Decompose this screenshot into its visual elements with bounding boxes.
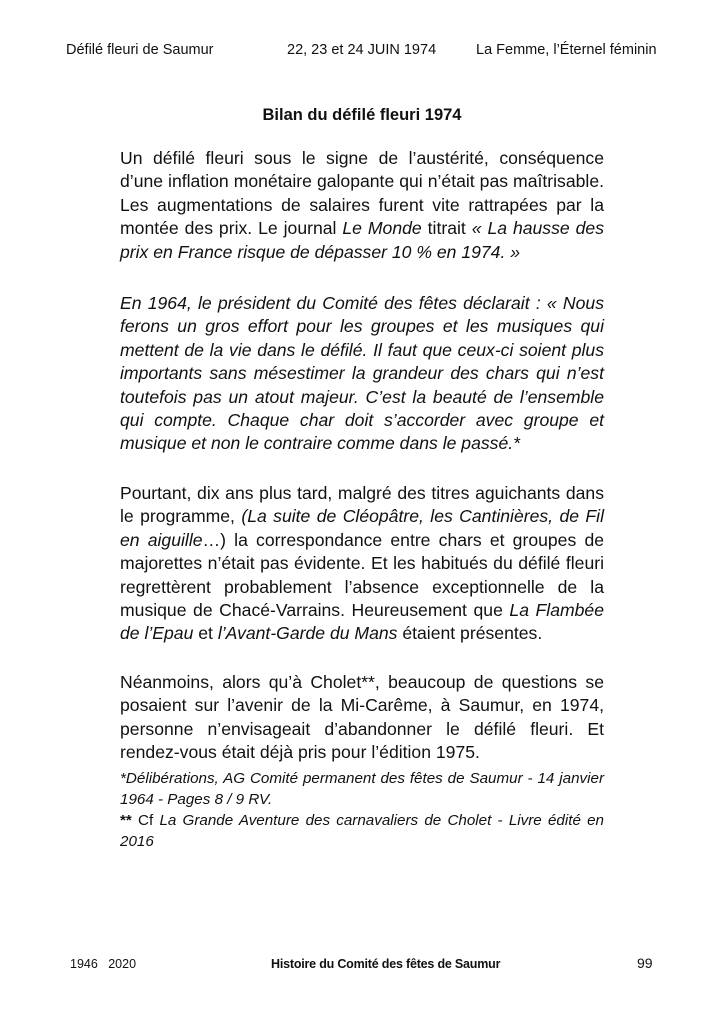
paragraph-3-band-2: l’Avant-Garde du Mans (217, 623, 398, 644)
running-header-left: Défilé fleuri de Saumur (66, 42, 214, 58)
paragraph-1-text: Un défilé fleuri sous le signe de l’austérité, conséquence d’une inflation monétaire galopante qui n’était pas maîtrisable. Les augmentations de salaires furent vite rattrapées par la montée des prix. Le journal (120, 148, 604, 239)
footnote-2 (120, 810, 604, 852)
paragraph-3-text-3: et (193, 623, 218, 644)
running-header-date: 22, 23 et 24 JUIN 1974 (287, 42, 437, 58)
footnotes (120, 768, 604, 852)
footer-years: 1946 2020 (70, 957, 137, 971)
footnote-2-text: Cf (131, 812, 160, 829)
paragraph-3-titles: (La suite de Cléopâtre, les Cantinières, de Fil en aiguille (120, 506, 604, 550)
paragraph-3-text-4: étaient présentes. (397, 623, 543, 644)
paragraph-4 (120, 671, 604, 765)
page-title: Bilan du défilé fleuri 1974 (262, 106, 462, 124)
paragraph-1 (120, 147, 604, 264)
paragraph-3-text: Pourtant, dix ans plus tard, malgré des titres aguichants dans le programme, (120, 483, 604, 527)
paragraph-1-newspaper: Le Monde (342, 218, 422, 239)
footnote-2-book: La Grande Aventure des carnavaliers de Cholet - Livre édité en 2016 (120, 812, 604, 850)
paragraph-2-quote: En 1964, le président du Comité des fêtes déclarait : « Nous ferons un gros effort pour les groupes et les musiques qui mettent de la vie dans le défilé. Il faut que ceux-ci soient plus importants sans mésestimer la grandeur des chars qui n’est toutefois pas un atout majeur. C’est la beauté de l’ensemble qui compte. Chaque char doit s’accorder avec groupe et musique et non le contraire comme dans le passé.* (120, 293, 604, 454)
footnote-2-mark: ** (120, 812, 132, 829)
page-number: 99 (637, 955, 653, 971)
footnote-1 (120, 768, 604, 810)
running-header-theme: La Femme, l’Éternel féminin (476, 42, 657, 58)
paragraph-2 (120, 292, 604, 456)
paragraph-3-band-1: La Flambée de l’Epau (120, 600, 604, 644)
paragraph-1-quote: « La hausse des prix en France risque de dépasser 10 % en 1974. » (120, 218, 604, 262)
footnote-1-text: *Délibérations, AG Comité permanent des fêtes de Saumur - 14 janvier 1964 - Pages 8 / 9 RV. (120, 770, 604, 808)
paragraph-3 (120, 482, 604, 646)
paragraph-3-text-2: …) la correspondance entre chars et groupes de majorettes n’était pas évidente. Et les habitués du défilé fleuri regrettèrent probablement l’absence exceptionnelle de la musique de Chacé-Varrains. Heureusement que (120, 529, 605, 621)
footer-book-title: Histoire du Comité des fêtes de Saumur (271, 957, 501, 971)
paragraph-4-text: Néanmoins, alors qu’à Cholet**, beaucoup de questions se posaient sur l’avenir de la Mi-Carême, à Saumur, en 1974, personne n’envisageait d’abandonner le défilé fleuri. Et rendez-vous était déjà pris pour l’édition 1975. (120, 672, 604, 763)
paragraph-1-text-2: titrait (421, 218, 472, 239)
